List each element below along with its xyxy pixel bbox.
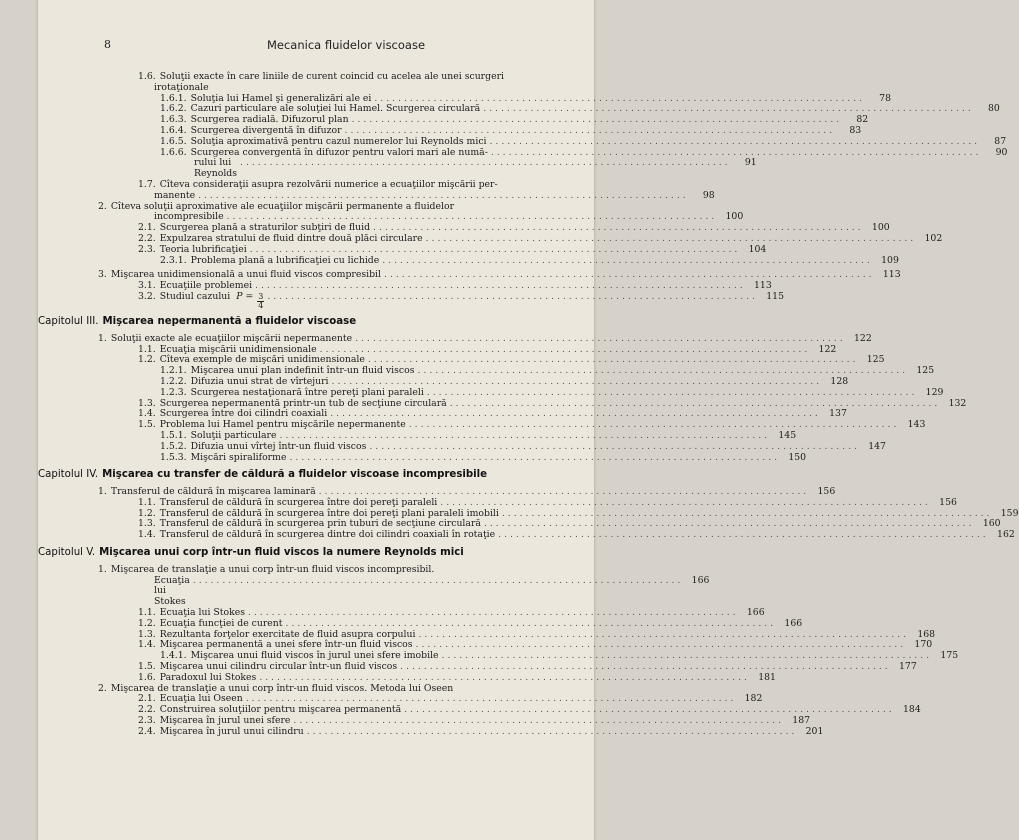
toc-page-number: 87 (994, 135, 1007, 147)
toc-page-number: 159 (1000, 507, 1019, 519)
toc-page-number: 129 (925, 386, 944, 398)
fraction-denominator: 4 (258, 300, 264, 310)
toc-entry-text: Soluţii particulare (190, 429, 277, 441)
toc-entry-text: Cîteva soluţii aproximative ale ecuaţiilor mişcării permanente a fluidelor (110, 200, 455, 212)
toc-page-number: 78 (879, 92, 892, 104)
chapter-number: Capitolul IV. (38, 469, 99, 481)
toc-entry-text: Studiul cazului (159, 290, 231, 302)
toc-entry-text: Transferul de căldură în scurgerea dintre doi cilindri coaxiali în rotaţie (159, 529, 496, 541)
toc-entry-text: Cîteva exemple de mişcări unidimensionale (159, 354, 365, 366)
toc-entry-text: Ecuaţia lui Oseen (159, 693, 243, 705)
toc-entry-text: Ecuaţia lui Stokes (159, 607, 245, 619)
toc-entry-text: manente (154, 189, 196, 201)
toc-entry-number: 1.4. (138, 408, 156, 420)
toc-entry-text: incompresibile (154, 211, 224, 223)
toc-page-number: 98 (702, 189, 715, 201)
toc-entry-number: 1.6.5. (160, 135, 187, 147)
toc-entry-text: Scurgerea divergentă în difuzor (190, 124, 342, 136)
toc-entry-text: Soluţii exacte ale ecuaţiilor mişcării nepermanente (110, 332, 353, 344)
toc-entry-text: Cîteva consideraţii asupra rezolvării numerice a ecuaţiilor mişcării per- (159, 178, 498, 190)
chapter-heading (38, 317, 574, 328)
toc-entry-number: 1.4. (138, 529, 156, 541)
toc-page-number: 128 (830, 375, 849, 387)
fraction-numerator: 3 (258, 291, 264, 301)
toc-entry (98, 189, 715, 202)
toc-page-number: 160 (982, 518, 1001, 530)
toc-entry-number: 1.7. (138, 178, 156, 190)
toc-entry-text: Mişcarea de translaţie a unui corp într-un fluid viscos incompresibil. (110, 563, 435, 575)
formula-variable: P = (236, 290, 254, 302)
toc-entry (98, 725, 824, 738)
toc-entry (98, 440, 886, 453)
toc-page-number: 143 (907, 419, 926, 431)
toc-entry-number: 2.1. (138, 222, 156, 234)
toc-entry (98, 254, 899, 267)
toc-entry (98, 574, 710, 608)
toc-page-number: 147 (868, 440, 886, 452)
fraction (257, 293, 264, 310)
toc-entry-text: Rezultanta forţelor exercitate de fluid asupra corpului (159, 628, 416, 640)
dot-leader (267, 292, 755, 303)
toc-entry-number: 1.1. (138, 607, 156, 619)
toc-entry-text: Difuzia unui vîrtej într-un fluid viscos (190, 440, 367, 452)
toc-entry-text: Scurgerea nepermanentă printr-un tub de secţiune circulară (159, 397, 447, 409)
toc-page-number: 182 (744, 693, 763, 705)
chapter-title: Mişcarea nepermanentă a fluidelor viscoase (102, 315, 357, 327)
toc-entry-text: Soluţia aproximativă pentru cazul numerelor lui Reynolds mici (190, 135, 487, 147)
toc-entry-text: Ecuaţia lui Stokes (154, 574, 190, 608)
toc-entry-number: 1.3. (138, 518, 156, 530)
dot-leader (498, 530, 986, 541)
dot-leader (427, 388, 915, 399)
toc-entry-number: 2. (98, 200, 107, 212)
toc-entry-text: Expulzarea stratului de fluid dintre două plăci circulare (159, 232, 423, 244)
toc-page-number: 113 (753, 280, 772, 292)
toc-page-number: 166 (784, 617, 803, 629)
toc-entry-text: Transferul de căldură în mişcarea laminară (110, 486, 316, 498)
toc-entry-number: 1.3. (138, 628, 156, 640)
page-header (38, 38, 594, 54)
toc-page-number: 168 (917, 628, 936, 640)
toc-page-number: 91 (744, 157, 757, 169)
toc-entry-text: Problema lui Hamel pentru mişcările nepermanente (159, 419, 406, 431)
toc-page-number: 100 (871, 222, 890, 234)
toc-entry-text: Scurgerea radială. Difuzorul plan (190, 114, 349, 126)
toc-entry-number: 3.2. (138, 290, 156, 302)
toc-entry-number: 1.6.4. (160, 124, 187, 136)
toc-entry-text: Soluţii exacte în care liniile de curent coincid cu acelea ale unei scurgeri (159, 71, 504, 82)
toc-entry-number: 2.3.1. (160, 254, 187, 266)
toc-entry-text: Teoria lubrificaţiei (159, 243, 247, 255)
toc-entry-number: 1.6.2. (160, 103, 187, 115)
toc-entry (98, 529, 1015, 541)
toc-entry-number: 1.6.6. (160, 146, 187, 158)
toc-entry-text: Difuzia unui strat de vîrtejuri (190, 375, 329, 387)
toc-entry-number: 2.2. (138, 704, 156, 716)
dot-leader (307, 727, 795, 738)
chapter-number: Capitolul V. (38, 547, 96, 559)
toc-entry-number: 1.3. (138, 397, 156, 409)
toc-entry (98, 386, 944, 399)
toc-page-number: 175 (940, 650, 959, 662)
dot-leader (193, 576, 681, 587)
toc-entry (98, 83, 574, 94)
toc-page-number: 162 (997, 529, 1015, 541)
toc-entry-text: Ecuaţia mişcării unidimensionale (159, 343, 317, 355)
toc-entry-number: 1.6. (138, 671, 156, 683)
toc-entry-number: 2. (98, 682, 107, 694)
toc-page-number: 181 (758, 671, 776, 683)
toc-entry-number: 1.1. (138, 496, 156, 508)
toc-entry-number: 2.3. (138, 715, 156, 727)
toc-page-number: 80 (988, 103, 1000, 115)
toc-entry-number: 1. (98, 563, 107, 575)
toc-entry (98, 243, 767, 256)
chapter-title: Mişcarea unui corp într-un fluid viscos la numere Reynolds mici (99, 547, 464, 559)
toc-entry-text: Scurgerea convergentă în difuzor pentru valori mari ale numă- (190, 146, 488, 158)
toc-page-number: 156 (817, 486, 836, 498)
toc-entry-text: Mişcări spiraliforme (190, 451, 287, 463)
toc-page-number: 83 (849, 124, 862, 136)
toc-entry (98, 290, 784, 310)
toc-entry-text: Mişcarea în jurul unui cilindru (159, 725, 304, 737)
toc-page-number: 177 (899, 661, 917, 673)
toc-entry-text: Problema plană a lubrificaţiei cu lichide (190, 254, 380, 266)
toc-page-number: 187 (792, 715, 811, 727)
toc-page-number: 82 (856, 114, 869, 126)
toc-entry-number: 1.5. (138, 661, 156, 673)
toc-page-number: 132 (948, 397, 967, 409)
toc-entry-text: Ecuaţiile problemei (159, 280, 253, 292)
toc-entry-number: 1.2. (138, 507, 156, 519)
toc-entry-number: 1.6.3. (160, 114, 187, 126)
dot-leader (490, 137, 978, 148)
toc-entry-text: Mişcarea unidimensională a unui fluid viscos compresibil (110, 269, 381, 281)
toc-page-number: 109 (881, 254, 899, 266)
toc-entry-number: 3.1. (138, 280, 156, 292)
toc-entry-number: 2.3. (138, 243, 156, 255)
toc-page-number: 122 (853, 332, 872, 344)
toc-entry-number: 3. (98, 269, 107, 281)
toc-page-number: 137 (829, 408, 847, 420)
toc-entry (98, 157, 757, 180)
toc-entry (98, 332, 872, 345)
dot-leader (369, 442, 857, 453)
toc-page-number: 166 (746, 607, 765, 619)
toc-page-number: 104 (748, 243, 767, 255)
toc-page-number: 170 (914, 639, 933, 651)
dot-leader (382, 256, 870, 267)
toc-entry-text: irotaţionale (154, 81, 209, 93)
toc-entry-text: Mişcarea unui plan indefinit într-un fluid viscos (190, 365, 415, 377)
toc-entry-text: Mişcarea în jurul unei sfere (159, 715, 291, 727)
toc-page-number: 166 (691, 574, 710, 586)
toc-entry-text: Ecuaţia funcţiei de curent (159, 617, 283, 629)
toc-entry-text: Cazuri particulare ale soluţiei lui Hamel. Scurgerea circulară (190, 103, 481, 115)
toc-page-number: 156 (939, 496, 957, 508)
toc-entry-number: 1.2. (138, 617, 156, 629)
dot-leader (240, 158, 728, 169)
toc-entry-number: 1.2.2. (160, 375, 187, 387)
toc-entry-text: Scurgerea nestaţionară între pereţi plani paraleli (190, 386, 424, 398)
chapter-number: Capitolul III. (38, 315, 99, 327)
toc-page-number: 100 (725, 211, 744, 223)
book-page (38, 0, 1019, 840)
chapter-heading (38, 470, 574, 481)
toc-entry (98, 451, 807, 464)
toc-entry-number: 1. (98, 486, 107, 498)
toc-entry-text: Transferul de căldură în scurgerea între doi pereţi plani paraleli imobili (159, 507, 499, 519)
table-of-contents (38, 71, 1019, 738)
toc-entry-text: Soluţia lui Hamel şi generalizări ale ei (190, 92, 372, 104)
dot-leader (198, 191, 686, 202)
toc-page-number: 125 (916, 365, 935, 377)
toc-entry-text: Transferul de căldură în scurgerea între doi pereţi paraleli (159, 496, 438, 508)
toc-entry-text: rului lui Reynolds (194, 157, 238, 180)
toc-page-number: 145 (778, 429, 797, 441)
chapter-title: Mişcarea cu transfer de căldură a fluidelor viscoase incompresibile (102, 469, 488, 481)
toc-entry (98, 135, 1007, 148)
toc-entry-text: Construirea soluţiilor pentru mişcarea permanentă (159, 704, 402, 716)
toc-entry-text: Scurgerea plană a straturilor subţiri de fluid (159, 222, 371, 234)
toc-entry-number: 1.5.2. (160, 440, 187, 452)
dot-leader (289, 453, 777, 464)
toc-entry-number: 2.2. (138, 232, 156, 244)
toc-page-number: 90 (995, 146, 1008, 158)
toc-entry-text: Mişcarea unui cilindru circular într-un fluid viscos (159, 661, 398, 673)
toc-entry-number: 1. (98, 332, 107, 344)
dot-leader (355, 334, 843, 345)
running-title: Mecanica fluidelor viscoase (266, 38, 426, 52)
toc-entry-number: 1.5. (138, 419, 156, 431)
toc-entry-number: 1.5.1. (160, 429, 187, 441)
toc-page-number: 115 (766, 290, 784, 302)
toc-entry-number: 1.2.1. (160, 365, 187, 377)
page-number: 8 (104, 38, 111, 51)
toc-entry-number: 1.2. (138, 354, 156, 366)
toc-page-number: 150 (788, 451, 807, 463)
toc-entry-number: 1.4. (138, 639, 156, 651)
toc-page-number: 113 (882, 269, 901, 281)
toc-entry-number: 1.6. (138, 71, 156, 82)
toc-entry-number: 1.5.3. (160, 451, 187, 463)
toc-page-number: 122 (818, 343, 837, 355)
toc-page-number: 125 (866, 354, 885, 366)
toc-entry-number: 1.6.1. (160, 92, 187, 104)
toc-entry-text: Mişcarea permanentă a unei sfere într-un fluid viscos (159, 639, 413, 651)
toc-entry-text: Mişcarea de translaţie a unui corp într-un fluid viscos. Metoda lui Oseen (110, 682, 454, 694)
toc-page-number: 184 (903, 704, 921, 716)
toc-entry-number: 1.2.3. (160, 386, 187, 398)
toc-entry-text: Transferul de căldură în scurgerea prin tuburi de secţiune circulară (159, 518, 481, 530)
toc-entry-number: 2.1. (138, 693, 156, 705)
toc-entry-text: Paradoxul lui Stokes (159, 671, 257, 683)
toc-entry-number: 1.1. (138, 343, 156, 355)
toc-page-number: 102 (924, 232, 943, 244)
toc-entry-text: Scurgerea între doi cilindri coaxiali (159, 408, 328, 420)
toc-page-number: 201 (805, 725, 824, 737)
toc-entry-number: 2.4. (138, 725, 156, 737)
toc-entry-text: Mişcarea unui fluid viscos în jurul unei sfere imobile (190, 650, 439, 662)
dot-leader (250, 245, 738, 256)
toc-entry-number: 1.4.1. (160, 650, 187, 662)
chapter-heading (38, 548, 574, 559)
